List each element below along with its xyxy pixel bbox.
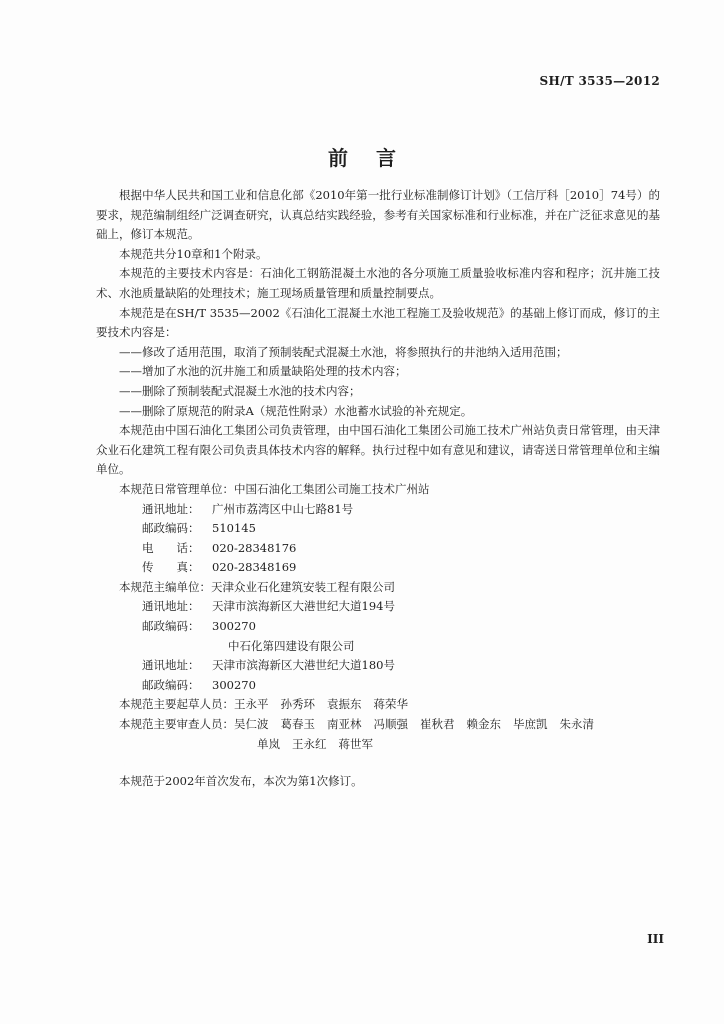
reviewer-name: 王永红 <box>292 736 327 751</box>
standard-code: SH/T 3535—2012 <box>539 74 660 88</box>
reviewers-line <box>96 715 660 735</box>
chief-editor-postcode1: 300270 <box>212 619 256 634</box>
postcode-label: 邮政编码： <box>142 521 200 536</box>
revision-item: ——增加了水池的沉井施工和质量缺陷处理的技术内容； <box>119 364 407 379</box>
management-unit-line <box>96 480 660 500</box>
chief-editor-address1: 天津市滨海新区大港世纪大道194号 <box>212 599 395 614</box>
paragraph-revision-intro: 本规范是在SH/T 3535—2002《石油化工混凝土水池工程施工及验收规范》的基础上修订而成，修订的主要技术内容是： <box>96 305 660 340</box>
phone-label: 电 话： <box>142 540 200 555</box>
postcode-label: 邮政编码： <box>142 619 200 634</box>
paragraph-structure: 本规范共分10章和1个附录。 <box>119 246 268 261</box>
chief-editor-line <box>96 578 660 598</box>
management-phone: 020-28348176 <box>212 540 297 555</box>
paragraph-management: 本规范由中国石油化工集团公司负责管理，由中国石油化工集团公司施工技术广州站负责日常管理，由天津众业石化建筑工程有限公司负责具体技术内容的解释。执行过程中如有意见和建议，请寄送日常管理单位和主编单位。 <box>96 423 660 477</box>
reviewer-name: 蒋世军 <box>338 736 373 751</box>
address-label: 通讯地址： <box>142 501 200 516</box>
drafters-line <box>96 695 660 715</box>
address-label: 通讯地址： <box>142 599 200 614</box>
preface-body <box>96 186 660 792</box>
reviewer-name: 南亚林 <box>327 717 362 732</box>
reviewer-name: 毕庶凯 <box>513 717 548 732</box>
management-fax-line <box>96 558 660 578</box>
chief-editor-org1: 天津众业石化建筑安装工程有限公司 <box>211 579 395 594</box>
reviewer-name: 朱永清 <box>559 717 594 732</box>
management-address-line <box>96 500 660 520</box>
management-label: 本规范日常管理单位： <box>119 481 234 496</box>
postcode-label: 邮政编码： <box>142 677 200 692</box>
address-label: 通讯地址： <box>142 658 200 673</box>
page-number: III <box>647 932 664 946</box>
revision-list <box>96 343 660 421</box>
chief-editor-postcode2-line <box>96 676 660 696</box>
spacer <box>96 754 660 772</box>
paragraph-main-content: 本规范的主要技术内容是：石油化工钢筋混凝土水池的各分项施工质量验收标准内容和程序；沉井施工技术、水池质量缺陷的处理技术；施工现场质量管理和质量控制要点。 <box>96 266 660 300</box>
chief-editor-address2-line <box>96 656 660 676</box>
reviewer-name: 葛春玉 <box>280 717 315 732</box>
revision-item: ——删除了原规范的附录A（规范性附录）水池蓄水试验的补充规定。 <box>119 403 473 418</box>
management-postcode: 510145 <box>212 521 256 536</box>
paragraph-basis: 根据中华人民共和国工业和信息化部《2010年第一批行业标准制修订计划》（工信厅科［2010］74号）的要求，规范编制组经广泛调查研究，认真总结实践经验，参考有关国家标准和行业标准，并在广泛征求意见的基础上，修订本规范。 <box>96 188 660 242</box>
chief-editor-postcode2: 300270 <box>212 677 256 692</box>
reviewer-name: 吴仁波 <box>234 717 269 732</box>
page-title: 前言 <box>328 146 424 170</box>
revision-item: ——删除了预制装配式混凝土水池的技术内容； <box>119 383 361 398</box>
drafters-label: 本规范主要起草人员： <box>119 697 234 712</box>
reviewer-name: 冯顺强 <box>373 717 408 732</box>
reviewer-name: 单岚 <box>257 736 280 751</box>
reviewers-continuation <box>96 735 660 755</box>
drafter-name: 王永平 <box>234 697 269 712</box>
reviewer-name: 赖金东 <box>466 717 501 732</box>
chief-editor-label: 本规范主编单位： <box>119 579 211 594</box>
reviewer-name: 崔秋君 <box>420 717 455 732</box>
management-postcode-line <box>96 519 660 539</box>
management-org: 中国石油化工集团公司施工技术广州站 <box>234 481 430 496</box>
reviewers-label: 本规范主要审查人员： <box>119 717 234 732</box>
management-phone-line <box>96 539 660 559</box>
publication-note: 本规范于2002年首次发布，本次为第1次修订。 <box>119 774 363 789</box>
revision-item: ——修改了适用范围，取消了预制装配式混凝土水池，将参照执行的井池纳入适用范围； <box>119 344 568 359</box>
fax-label: 传 真： <box>142 560 200 575</box>
management-fax: 020-28348169 <box>212 560 297 575</box>
drafter-name: 袁振东 <box>327 697 362 712</box>
chief-editor-address2: 天津市滨海新区大港世纪大道180号 <box>212 658 395 673</box>
chief-editor-postcode1-line <box>96 617 660 637</box>
chief-editor-address1-line <box>96 597 660 617</box>
drafter-name: 蒋荣华 <box>373 697 408 712</box>
management-address: 广州市荔湾区中山七路81号 <box>212 501 354 516</box>
chief-editor-org2: 中石化第四建设有限公司 <box>228 638 355 653</box>
drafter-name: 孙秀环 <box>280 697 315 712</box>
